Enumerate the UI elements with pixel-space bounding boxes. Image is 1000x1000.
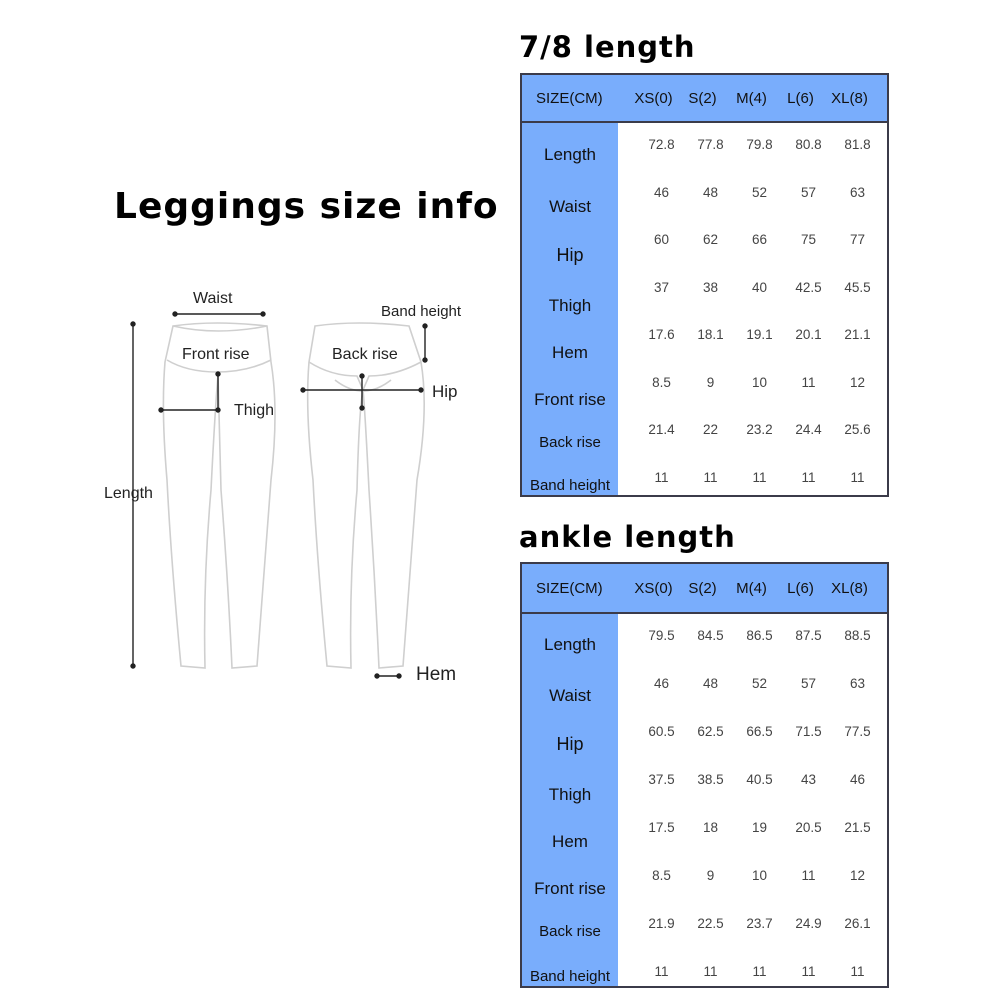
table-cell: 79.8 bbox=[746, 137, 773, 152]
values-grid bbox=[618, 614, 887, 988]
row-label: Thigh bbox=[548, 785, 592, 804]
table-row bbox=[618, 662, 887, 710]
thigh-label: Thigh bbox=[234, 402, 275, 419]
table-cell: 37 bbox=[653, 280, 670, 295]
table-cell: 77 bbox=[849, 232, 866, 247]
table-cell: 38.5 bbox=[697, 772, 724, 787]
table-cell: 60 bbox=[653, 232, 670, 247]
band-height-label: Band height bbox=[381, 303, 462, 320]
row-labels-column bbox=[522, 614, 618, 988]
table-cell: 11 bbox=[703, 964, 718, 979]
back-leggings-outline bbox=[308, 323, 425, 668]
row-label: Band height bbox=[529, 968, 611, 985]
table-cell: 11 bbox=[801, 375, 816, 390]
table-cell: 66.5 bbox=[746, 724, 773, 739]
hem-label: Hem bbox=[416, 664, 457, 685]
table-cell: 40 bbox=[751, 280, 768, 295]
table-cell: 10 bbox=[751, 375, 768, 390]
table-cell: 11 bbox=[850, 470, 865, 485]
table-cell: 8.5 bbox=[652, 868, 671, 883]
size-header: XS(0) bbox=[634, 89, 673, 107]
table-cell: 48 bbox=[702, 676, 719, 691]
table-row bbox=[618, 218, 887, 266]
waist-label: Waist bbox=[193, 290, 233, 307]
table-cell: 60.5 bbox=[648, 724, 675, 739]
table-cell: 43 bbox=[800, 772, 817, 787]
row-labels-column bbox=[522, 123, 618, 497]
leggings-diagram bbox=[95, 280, 495, 700]
table-row bbox=[618, 123, 887, 171]
size-header: L(6) bbox=[787, 579, 814, 597]
table-row bbox=[618, 806, 887, 854]
corner-header: SIZE(CM) bbox=[536, 89, 603, 107]
page-title: Leggings size info bbox=[114, 186, 499, 227]
table-cell: 62.5 bbox=[697, 724, 724, 739]
row-label: Waist bbox=[549, 196, 591, 216]
table-cell: 20.5 bbox=[795, 820, 822, 835]
table-cell: 46 bbox=[653, 676, 670, 691]
table-row bbox=[618, 950, 887, 988]
table-cell: 17.5 bbox=[648, 820, 675, 835]
table-cell: 10 bbox=[751, 868, 768, 883]
table-cell: 57 bbox=[800, 676, 817, 691]
leggings-illustration bbox=[95, 280, 495, 700]
table-cell: 72.8 bbox=[648, 137, 675, 152]
front-rise-label: Front rise bbox=[182, 346, 250, 363]
values-grid bbox=[618, 123, 887, 497]
table-cell: 75 bbox=[800, 232, 817, 247]
table-cell: 46 bbox=[653, 185, 670, 200]
table-cell: 18 bbox=[702, 820, 719, 835]
table-cell: 48 bbox=[702, 185, 719, 200]
row-label: Back rise bbox=[539, 433, 601, 451]
table-cell: 9 bbox=[706, 868, 715, 883]
table-cell: 21.4 bbox=[648, 422, 675, 437]
table-cell: 19 bbox=[751, 820, 768, 835]
table-cell: 21.9 bbox=[648, 916, 675, 931]
table-cell: 11 bbox=[654, 964, 669, 979]
table-cell: 45.5 bbox=[844, 280, 871, 295]
table-cell: 11 bbox=[801, 868, 816, 883]
back-rise-label: Back rise bbox=[332, 346, 398, 363]
table-cell: 77.8 bbox=[697, 137, 724, 152]
table-cell: 79.5 bbox=[648, 628, 675, 643]
table-header bbox=[522, 564, 887, 614]
table-cell: 71.5 bbox=[795, 724, 822, 739]
size-header: S(2) bbox=[688, 89, 717, 107]
section-title-7-8-length: 7/8 length bbox=[519, 30, 696, 64]
table-cell: 63 bbox=[849, 185, 866, 200]
table-cell: 11 bbox=[850, 964, 865, 979]
size-header: XL(8) bbox=[831, 579, 868, 597]
table-cell: 88.5 bbox=[844, 628, 871, 643]
table-cell: 11 bbox=[654, 470, 669, 485]
hip-label: Hip bbox=[432, 382, 458, 401]
row-label: Hem bbox=[552, 831, 588, 851]
table-cell: 22 bbox=[702, 422, 719, 437]
table-cell: 46 bbox=[849, 772, 866, 787]
table-row bbox=[618, 854, 887, 902]
table-cell: 40.5 bbox=[746, 772, 773, 787]
measurement-lines bbox=[131, 312, 427, 678]
table-cell: 12 bbox=[849, 375, 866, 390]
size-header: M(4) bbox=[736, 579, 767, 597]
table-cell: 8.5 bbox=[652, 375, 671, 390]
table-cell: 52 bbox=[751, 185, 768, 200]
table-row bbox=[618, 408, 887, 456]
table-row bbox=[618, 313, 887, 361]
table-header bbox=[522, 75, 887, 123]
table-row bbox=[618, 902, 887, 950]
table-cell: 17.6 bbox=[648, 327, 675, 342]
table-cell: 66 bbox=[751, 232, 768, 247]
table-cell: 84.5 bbox=[697, 628, 724, 643]
table-cell: 11 bbox=[801, 470, 816, 485]
row-label: Length bbox=[544, 635, 596, 654]
table-cell: 9 bbox=[706, 375, 715, 390]
row-label: Front rise bbox=[534, 389, 606, 409]
table-cell: 21.1 bbox=[844, 327, 871, 342]
row-label: Hip bbox=[556, 245, 584, 265]
table-row bbox=[618, 614, 887, 662]
size-header: L(6) bbox=[787, 89, 814, 107]
table-cell: 80.8 bbox=[795, 137, 822, 152]
table-cell: 42.5 bbox=[795, 280, 822, 295]
table-row bbox=[618, 456, 887, 497]
row-label: Front rise bbox=[534, 878, 606, 898]
size-header: XL(8) bbox=[831, 89, 868, 107]
table-cell: 23.2 bbox=[746, 422, 773, 437]
table-cell: 81.8 bbox=[844, 137, 871, 152]
table-cell: 19.1 bbox=[746, 327, 773, 342]
table-cell: 37.5 bbox=[648, 772, 675, 787]
table-cell: 23.7 bbox=[746, 916, 773, 931]
table-cell: 62 bbox=[702, 232, 719, 247]
table-row bbox=[618, 361, 887, 408]
table-row bbox=[618, 710, 887, 758]
row-label: Band height bbox=[529, 476, 611, 494]
size-table-7-8-length bbox=[520, 73, 889, 497]
length-label: Length bbox=[104, 485, 153, 502]
table-cell: 52 bbox=[751, 676, 768, 691]
table-cell: 22.5 bbox=[697, 916, 724, 931]
row-label: Hem bbox=[552, 342, 588, 362]
table-cell: 21.5 bbox=[844, 820, 871, 835]
size-header: S(2) bbox=[688, 579, 717, 597]
table-cell: 11 bbox=[752, 964, 767, 979]
row-label: Length bbox=[544, 145, 596, 164]
table-cell: 11 bbox=[752, 470, 767, 485]
table-row bbox=[618, 171, 887, 218]
size-header: XS(0) bbox=[634, 579, 673, 597]
table-cell: 26.1 bbox=[844, 916, 871, 931]
row-label: Thigh bbox=[548, 296, 592, 315]
table-cell: 86.5 bbox=[746, 628, 773, 643]
table-cell: 38 bbox=[702, 280, 719, 295]
corner-header: SIZE(CM) bbox=[536, 579, 603, 597]
table-cell: 24.4 bbox=[795, 422, 822, 437]
size-table-ankle-length bbox=[520, 562, 889, 988]
table-row bbox=[618, 266, 887, 313]
table-cell: 87.5 bbox=[795, 628, 822, 643]
row-label: Hip bbox=[556, 734, 584, 754]
table-cell: 12 bbox=[849, 868, 866, 883]
table-cell: 11 bbox=[801, 964, 816, 979]
table-cell: 77.5 bbox=[844, 724, 871, 739]
table-cell: 63 bbox=[849, 676, 866, 691]
size-header: M(4) bbox=[736, 89, 767, 107]
table-cell: 24.9 bbox=[795, 916, 822, 931]
table-cell: 18.1 bbox=[697, 327, 724, 342]
table-cell: 20.1 bbox=[795, 327, 822, 342]
table-row bbox=[618, 758, 887, 806]
table-cell: 11 bbox=[703, 470, 718, 485]
table-cell: 25.6 bbox=[844, 422, 871, 437]
row-label: Back rise bbox=[539, 923, 601, 940]
table-cell: 57 bbox=[800, 185, 817, 200]
section-title-ankle-length: ankle length bbox=[519, 520, 736, 554]
row-label: Waist bbox=[549, 685, 591, 705]
